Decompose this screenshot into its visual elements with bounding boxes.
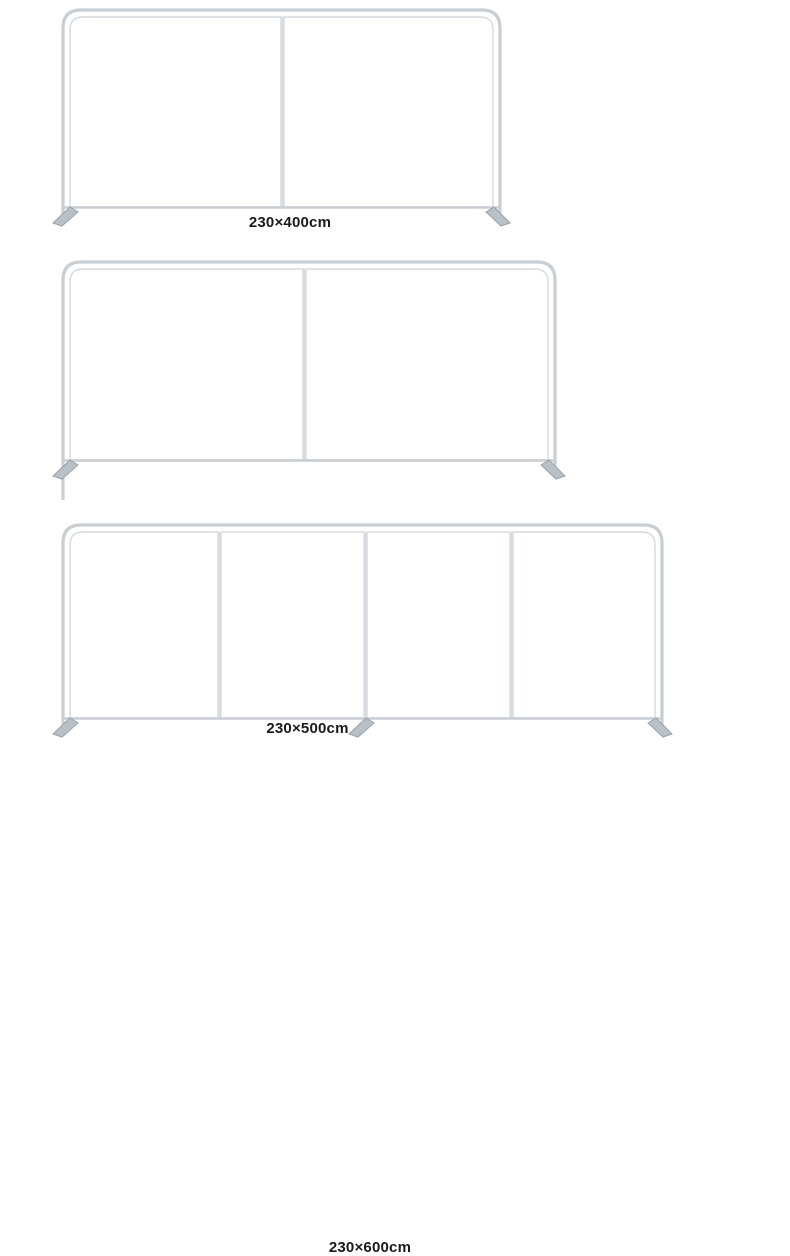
size-label-230x600: 230×600cm	[328, 1239, 412, 1256]
base-foot-right	[648, 718, 672, 737]
fabric-panel-1	[70, 532, 218, 718]
base-foot-left	[53, 718, 78, 737]
frame-graphic-230x400	[0, 0, 790, 245]
fabric-panel-right	[284, 17, 493, 207]
display-diagram-230x500	[0, 250, 790, 737]
base-foot-right	[541, 460, 565, 479]
display-diagram-230x400	[0, 0, 790, 245]
fabric-panel-left	[70, 17, 281, 207]
display-diagram-230x600	[0, 505, 790, 1256]
frame-graphic-230x600	[0, 505, 790, 770]
fabric-panel-left	[70, 269, 303, 460]
fabric-panel-3	[367, 532, 510, 718]
fabric-panel-2	[221, 532, 364, 718]
fabric-panel-right	[306, 269, 548, 460]
size-label-230x400: 230×400cm	[248, 214, 332, 231]
size-label-230x500: 230×500cm	[266, 720, 349, 737]
base-foot-center	[349, 718, 374, 737]
frame-graphic-230x500	[0, 250, 790, 500]
fabric-panel-4	[513, 532, 655, 718]
base-foot-left	[53, 460, 78, 479]
